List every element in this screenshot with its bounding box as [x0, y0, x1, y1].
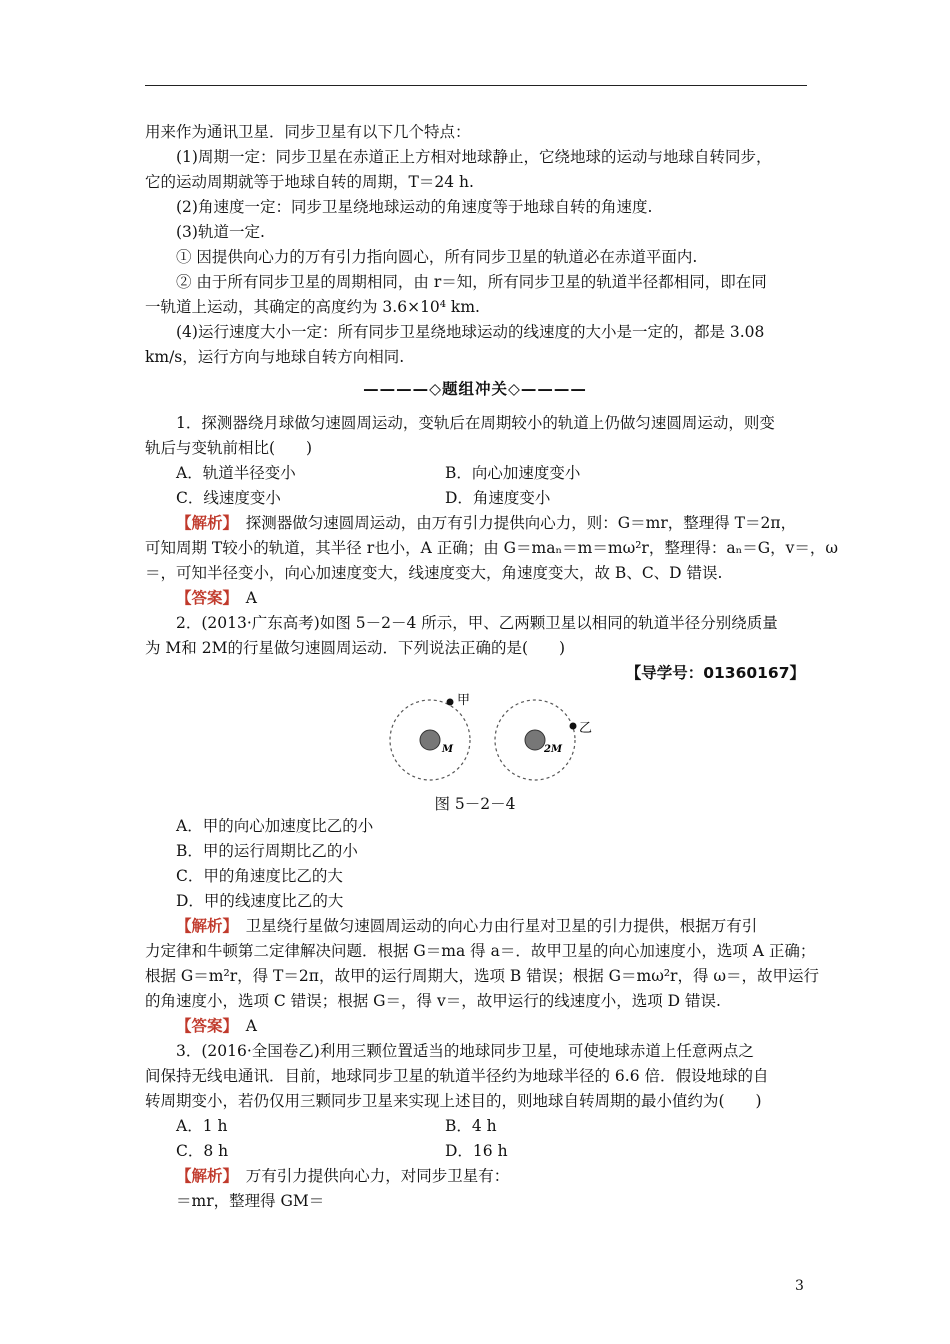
q3-option-b: B．4 h — [445, 1117, 497, 1135]
planet-right — [525, 730, 545, 750]
q2-option-c: C．甲的角速度比乙的大 — [176, 867, 343, 885]
planet-left — [420, 730, 440, 750]
q2-analysis-line: 根据 G＝m²r，得 T＝2π，故甲的运行周期大，选项 B 错误；根据 G＝mω²r，得 ω＝，故甲运行 — [145, 967, 820, 985]
q3-option-a: A．1 h — [176, 1117, 228, 1135]
answer-tag: 【答案】 — [176, 589, 231, 607]
q3-analysis — [176, 1165, 509, 1187]
text-line: ① 因提供向心力的万有引力指向圆心，所有同步卫星的轨道必在赤道平面内. — [176, 248, 698, 266]
answer-text: A — [230, 589, 257, 607]
analysis-text: 万有引力提供向心力，对同步卫星有： — [230, 1167, 510, 1185]
orbit-figure — [380, 690, 620, 790]
analysis-text: 卫星绕行星做匀速圆周运动的向心力由行星对卫星的引力提供，根据万有引 — [230, 917, 758, 935]
satellite-yi — [570, 723, 577, 730]
text-line: (4)运行速度大小一定：所有同步卫星绕地球运动的线速度的大小是一定的，都是 3.08 — [176, 323, 765, 341]
q1-answer — [176, 587, 257, 609]
text-line: (1)周期一定：同步卫星在赤道正上方相对地球静止，它绕地球的运动与地球自转同步， — [176, 148, 772, 166]
q2-stem: 2．(2013·广东高考)如图 5－2－4 所示，甲、乙两颗卫星以相同的轨道半径分别绕质量 — [176, 614, 778, 632]
analysis-text: 探测器做匀速圆周运动，由万有引力提供向心力，则：G＝mr，整理得 T＝2π， — [230, 514, 797, 532]
q2-answer — [176, 1015, 257, 1037]
q2-analysis-line: 的角速度小，选项 C 错误；根据 G＝，得 v＝，故甲运行的线速度小，选项 D 错误. — [145, 992, 721, 1010]
satellite-jia — [447, 699, 454, 706]
q3-stem: 转周期变小，若仍仅用三颗同步卫星来实现上述目的，则地球自转周期的最小值约为( ) — [145, 1092, 762, 1110]
q2-analysis — [176, 915, 757, 937]
q2-option-a: A．甲的向心加速度比乙的小 — [176, 817, 374, 835]
guide-number: 【导学号：01360167】 — [625, 664, 805, 682]
figure-caption: 图 5－2－4 — [434, 795, 516, 813]
header-rule — [145, 85, 807, 86]
q3-option-d: D．16 h — [445, 1142, 508, 1160]
q1-analysis — [176, 512, 796, 534]
q2-option-b: B．甲的运行周期比乙的小 — [176, 842, 358, 860]
q3-analysis-line: ＝mr，整理得 GM＝ — [176, 1192, 325, 1210]
text-line: (2)角速度一定：同步卫星绕地球运动的角速度等于地球自转的角速度. — [176, 198, 653, 216]
q2-stem: 为 M和 2M的行星做匀速圆周运动．下列说法正确的是( ) — [145, 639, 566, 657]
q3-option-c: C．8 h — [176, 1142, 229, 1160]
q1-option-b: B．向心加速度变小 — [445, 464, 581, 482]
label-jia: 甲 — [457, 693, 471, 708]
q3-stem: 间保持无线电通讯．目前，地球同步卫星的轨道半径约为地球半径的 6.6 倍．假设地球的自 — [145, 1067, 769, 1085]
analysis-tag: 【解析】 — [176, 917, 231, 935]
section-heading: ————◇题组冲关◇———— — [363, 380, 587, 398]
q1-stem: 1．探测器绕月球做匀速圆周运动，变轨后在周期较小的轨道上仍做匀速圆周运动，则变 — [176, 414, 775, 432]
text-line: 一轨道上运动，其确定的高度约为 3.6×10⁴ km. — [145, 298, 480, 316]
page-number: 3 — [795, 1278, 804, 1294]
q1-analysis-line: ＝，可知半径变小，向心加速度变大，线速度变大，角速度变大，故 B、C、D 错误. — [145, 564, 723, 582]
q1-option-c: C．线速度变小 — [176, 489, 281, 507]
q1-stem: 轨后与变轨前相比( ) — [145, 439, 313, 457]
q2-analysis-line: 力定律和牛顿第二定律解决问题．根据 G＝ma 得 a＝．故甲卫星的向心加速度小，选项 A 正确； — [145, 942, 816, 960]
q3-stem: 3．(2016·全国卷乙)利用三颗位置适当的地球同步卫星，可使地球赤道上任意两点之 — [176, 1042, 754, 1060]
label-yi: 乙 — [579, 721, 593, 736]
answer-text: A — [230, 1017, 257, 1035]
analysis-tag: 【解析】 — [176, 514, 231, 532]
q1-option-a: A．轨道半径变小 — [176, 464, 296, 482]
text-line: (3)轨道一定. — [176, 223, 265, 241]
label-2m: 2M — [544, 744, 563, 755]
q1-option-d: D．角速度变小 — [445, 489, 551, 507]
text-line: ② 由于所有同步卫星的周期相同，由 r＝知，所有同步卫星的轨道半径都相同，即在同 — [176, 273, 767, 291]
text-line: 用来作为通讯卫星．同步卫星有以下几个特点： — [145, 123, 471, 141]
text-line: 它的运动周期就等于地球自转的周期，T＝24 h. — [145, 173, 474, 191]
q2-option-d: D．甲的线速度比乙的大 — [176, 892, 344, 910]
analysis-tag: 【解析】 — [176, 1167, 231, 1185]
text-line: km/s，运行方向与地球自转方向相同. — [145, 348, 405, 366]
q1-analysis-line: 可知周期 T较小的轨道，其半径 r也小，A 正确；由 G＝maₙ＝m＝mω²r，整理得：aₙ＝G，v＝，ω — [145, 539, 839, 557]
answer-tag: 【答案】 — [176, 1017, 231, 1035]
label-m: M — [442, 744, 454, 755]
